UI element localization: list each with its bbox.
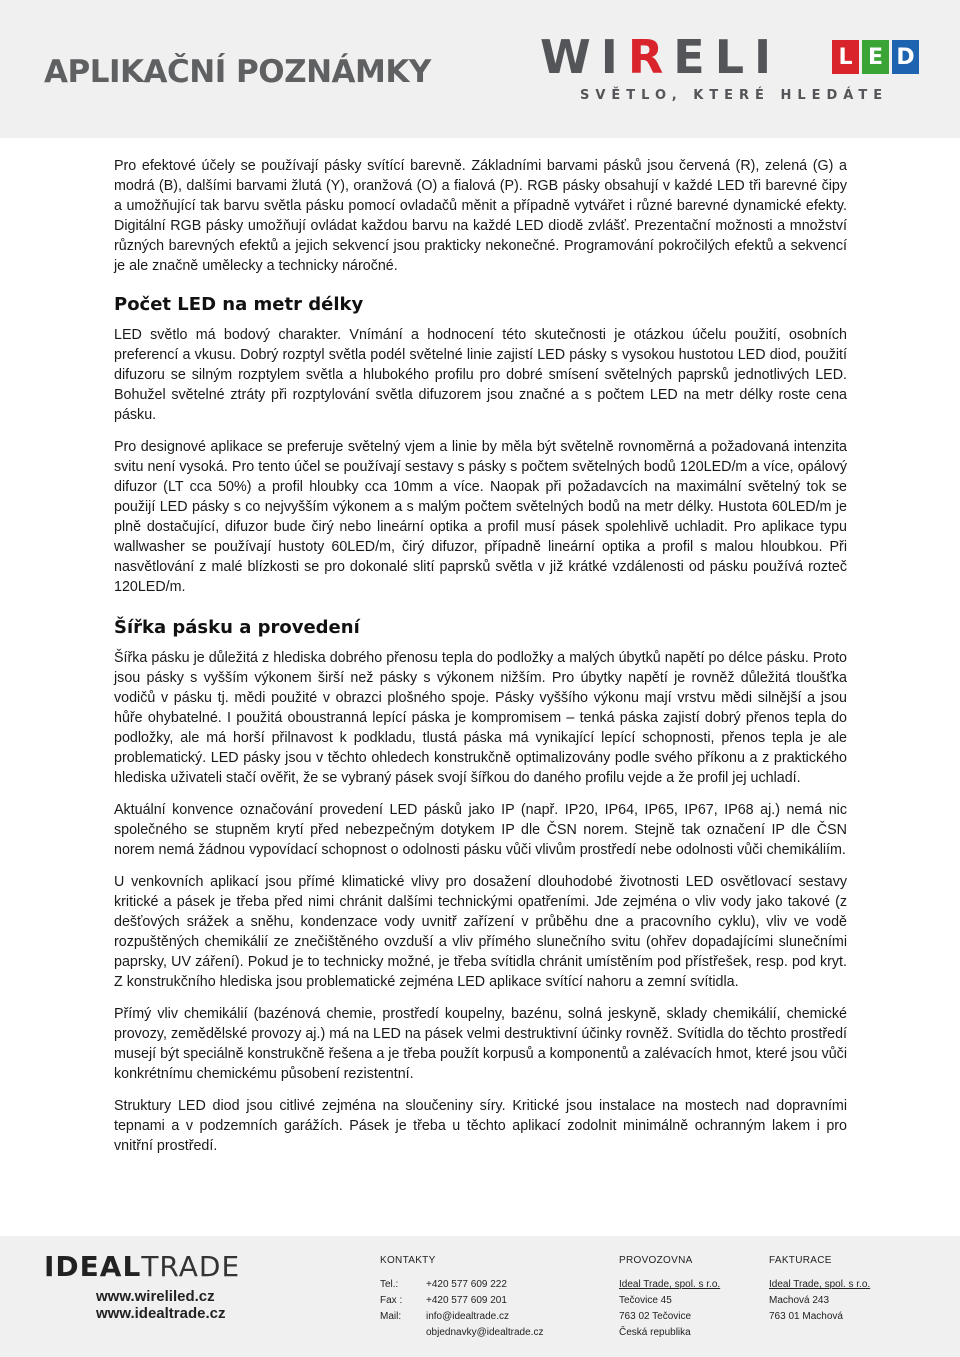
section-heading-strip-width: Šířka pásku a provedení (114, 617, 360, 638)
idealtrade-logo: IDEALTRADE (44, 1250, 241, 1283)
tel-value: +420 577 609 222 (426, 1279, 507, 1290)
wireli-led-logo (540, 30, 920, 110)
contacts-heading: KONTAKTY (380, 1255, 436, 1266)
section-heading-led-per-meter: Počet LED na metr délky (114, 294, 364, 315)
footer-fakturace (769, 1253, 870, 1325)
fax-label: Fax : (380, 1295, 403, 1306)
provozovna-company: Ideal Trade, spol. s r.o. (619, 1279, 721, 1290)
fakturace-company: Ideal Trade, spol. s r.o. (769, 1279, 871, 1290)
fakturace-street: Machová 243 (769, 1295, 830, 1306)
footer-provozovna (619, 1253, 720, 1341)
section2-paragraph-1: Šířka pásku je důležitá z hlediska dobrého přenosu tepla do podložky a malých úbytků napětí po délce pásku. Proto jsou pásky s vyšším výkonem širší než pásky s výkonem nižším. Pro úbytky napětí je rovněž důležitá tloušťka vodičů v pásku tj. mědi použité v obrazci plošného spoje. Pásky vyššího výkonu mají vrstvu mědi silnější a jsou hůře ohybatelné. I použitá oboustranná lepící páska je kompromisem – tenká páska zajistí dobrý přenos tepla do podložky, ale má horší přilnavost k podkladu, tlustá páska má vynikající lepící schopnosti, přenos tepla je ale problematický. LED pásky jsou v těchto ohledech konstrukčně optimalizovány podle svého příkonu a z praktického hlediska uživateli stačí ověřit, že se vybraný pásek svojí šířkou do daného profilu vejde a že profil jej uchladí. (114, 650, 847, 786)
document-body (114, 156, 847, 1168)
page-footer (0, 1236, 960, 1357)
website-link-wireliled[interactable]: www.wireliled.cz (96, 1288, 215, 1305)
logo-tagline: SVĚTLO, KTERÉ HLEDÁTE (580, 88, 889, 103)
logo-box-l: L (832, 40, 859, 74)
footer-websites (96, 1288, 226, 1322)
mail-label: Mail: (380, 1311, 402, 1322)
provozovna-city: 763 02 Tečovice (619, 1311, 692, 1322)
fakturace-city: 763 01 Machová (769, 1311, 843, 1322)
website-link-idealtrade[interactable]: www.idealtrade.cz (96, 1305, 226, 1322)
section2-paragraph-2: Aktuální konvence označování provedení LED pásků jako IP (např. IP20, IP64, IP65, IP67, IP68 aj.) nemá nic společného se stupněm krytí před nebezpečným dotykem IP dle ČSN norem. Stejně tak označení IP dle ČSN norem nemá žádnou vypovídací schopnost o odolnosti pásku vůči vlivům prostředí nebe odolnosti vůči chemikáliím. (114, 802, 847, 858)
logo-led-boxes (832, 40, 919, 74)
mail-info-link[interactable]: info@idealtrade.cz (426, 1311, 509, 1322)
document-title: APLIKAČNÍ POZNÁMKY (44, 54, 431, 90)
provozovna-country: Česká republika (619, 1327, 691, 1338)
mail-orders-link[interactable]: objednavky@idealtrade.cz (426, 1327, 544, 1338)
intro-paragraph: Pro efektové účely se používají pásky svítící barevně. Základními barvami pásků jsou červená (R), zelená (G) a modrá (B), dalšími barvami žlutá (Y), oranžová (O) a fialová (P). RGB pásky obsahují v každé LED tři barevné čipy a umožňující tak barvu světla pásku pomocí ovladačů měnit a případně vytvářet i různé barevné dynamické efekty. Digitální RGB pásky umožňují ovládat každou barvu na každé LED diodě zvlášť. Prezentační možnosti a množství různých barevných efektů a jejich sekvencí jsou prakticky nekonečné. Programování pokročilých efektů a sekvencí je ale značně umělecky a technicky náročné. (114, 158, 847, 274)
logo-box-d: D (892, 40, 919, 74)
tel-label: Tel.: (380, 1279, 399, 1290)
logo-wordmark: WIRELI (540, 30, 782, 84)
fakturace-heading: FAKTURACE (769, 1255, 832, 1266)
fax-value: +420 577 609 201 (426, 1295, 507, 1306)
footer-contacts (380, 1253, 543, 1341)
provozovna-heading: PROVOZOVNA (619, 1255, 693, 1266)
section2-paragraph-3: U venkovních aplikací jsou přímé klimatické vlivy pro dosažení dlouhodobé životnosti LED osvětlovací sestavy kritické a pásek je třeba před nimi chránit dalšími technickými opatřeními. Jde zejména o vliv vody jako takové (z dešťových srážek a sněhu, kondenzace vody uvnitř zařízení v průběhu dne a pracovního cyklu), vliv ve vodě rozpuštěných chemikálií ze znečištěného ovzduší a vliv přímého slunečního svitu (ohřev dopadajícími slunečními paprsky, UV záření). Pokud je to technicky možné, je třeba svítidla chránit umístěním pod přístřešek, resp. pod kryt. Z konstrukčního hlediska jsou problematické zejména LED aplikace svítící nahoru a zemní svítidla. (114, 874, 847, 990)
section2-paragraph-5: Struktury LED diod jsou citlivé zejména na sloučeniny síry. Kritické jsou instalace na mostech nad dopravními tepnami a v podzemních garážích. Pásek je třeba u těchto aplikací zodolnit minimálně ochranným lakem i pro vnitřní prostředí. (114, 1098, 847, 1154)
page-header (0, 0, 960, 138)
logo-box-e: E (862, 40, 889, 74)
section2-paragraph-4: Přímý vliv chemikálií (bazénová chemie, prostředí koupelny, bazénu, solná jeskyně, sklady chemikálií, chemické provozy, zemědělské provozy aj.) má na LED na pásek velmi destruktivní účinky rovněž. Svítidla do těchto prostředí musejí být speciálně konstrukčně řešena a je třeba použít korpusů a komponentů a zalévacích hmot, které jsou vůči konkrétnímu chemickému působení rezistentní. (114, 1006, 847, 1082)
section1-paragraph-2: Pro designové aplikace se preferuje světelný vjem a linie by měla být světelně rovnoměrná a požadovaná intenzita svitu není vysoká. Pro tento účel se používají sestavy s pásky s počtem světelných bodů 120LED/m a více, opálový difuzor (LT cca 50%) a profil hloubky cca 10mm a více. Naopak při požadavcích na maximální světelný tok se použijí LED pásky s co nejvyšším výkonem a s malým počtem světelných bodů na metr délky. Hustota 60LED/m je plně dostačující, difuzor bude čirý nebo lineární optika a profil musí pásek spolehlivě uchladit. Pro aplikace typu wallwasher se používají hustoty 60LED/m, čirý difuzor, případně lineární optika a profil s malou hloubkou. Při nasvětlování z malé blízkosti se pro dokonalé slití paprsků světla v již krátké vzdálenosti od pásku používá rozteč 120LED/m. (114, 439, 847, 595)
section1-paragraph-1: LED světlo má bodový charakter. Vnímání a hodnocení této skutečnosti je otázkou účelu použití, osobních preferencí a vkusu. Dobrý rozptyl světla podél světelné linie zajistí LED pásky s vysokou hustotou LED diod, použití difuzoru se silným rozptylem světla a hlubokého profilu pro dobré smísení světelných paprsků jednotlivých LED. Bohužel světelné ztráty při rozptylování světla difuzorem jsou značné a s počtem LED na metr délky roste cena pásku. (114, 327, 847, 423)
provozovna-street: Tečovice 45 (619, 1295, 672, 1306)
